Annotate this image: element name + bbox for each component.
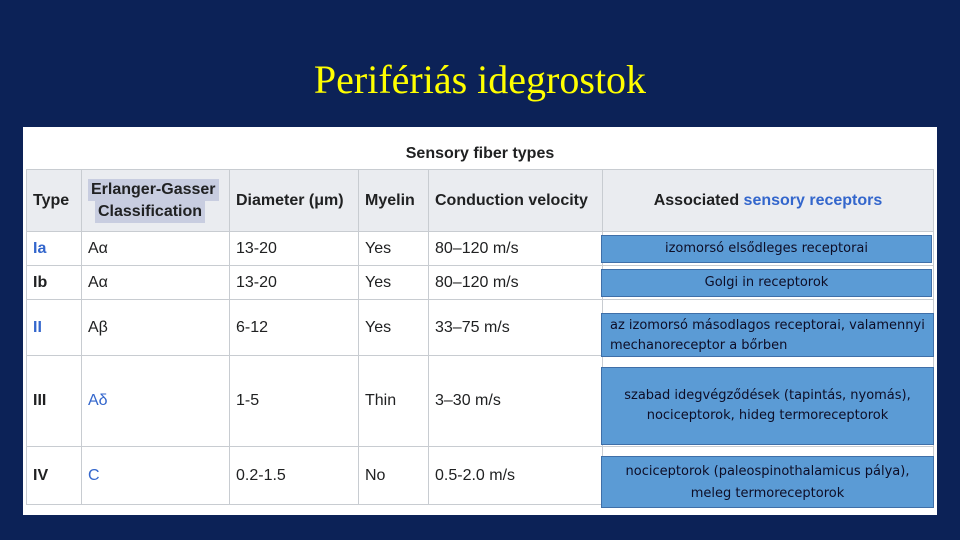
header-type: Type [27, 170, 82, 232]
header-velocity: Conduction velocity [429, 170, 603, 232]
receptor-box-ii: az izomorsó másodlagos receptorai, valamennyi mechanoreceptor a bőrben [601, 313, 934, 357]
eg-cell: Aβ [82, 300, 230, 356]
receptor-box-ia: izomorsó elsődleges receptorai [601, 235, 932, 263]
diameter-cell: 13-20 [230, 266, 359, 300]
myelin-cell: Yes [359, 232, 429, 266]
receptor-box-iii: szabad idegvégződések (tapintás, nyomás), nociceptorok, hideg termoreceptorok [601, 367, 934, 445]
velocity-cell: 80–120 m/s [429, 232, 603, 266]
eg-a-delta-link[interactable]: Aδ [82, 356, 230, 447]
header-diameter: Diameter (μm) [230, 170, 359, 232]
eg-cell: Aα [82, 266, 230, 300]
myelin-cell: Yes [359, 300, 429, 356]
diameter-cell: 0.2-1.5 [230, 447, 359, 505]
eg-c-link[interactable]: C [82, 447, 230, 505]
diameter-cell: 6-12 [230, 300, 359, 356]
header-eg-line2: Classification [95, 201, 205, 223]
myelin-cell: Yes [359, 266, 429, 300]
header-receptors-prefix: Associated [653, 191, 740, 209]
velocity-cell: 0.5-2.0 m/s [429, 447, 603, 505]
type-cell: Ib [27, 266, 82, 300]
sensory-receptors-link[interactable]: sensory receptors [743, 191, 883, 209]
myelin-cell: Thin [359, 356, 429, 447]
table-caption: Sensory fiber types [405, 145, 555, 162]
header-erlanger-gasser [82, 170, 230, 232]
header-receptors [603, 170, 934, 232]
type-ii-link[interactable]: II [27, 300, 82, 356]
diameter-cell: 1-5 [230, 356, 359, 447]
velocity-cell: 80–120 m/s [429, 266, 603, 300]
type-cell: III [27, 356, 82, 447]
slide-title: Perifériás idegrostok [313, 57, 647, 102]
velocity-cell: 33–75 m/s [429, 300, 603, 356]
velocity-cell: 3–30 m/s [429, 356, 603, 447]
header-eg-line1: Erlanger-Gasser [88, 179, 219, 201]
diameter-cell: 13-20 [230, 232, 359, 266]
eg-cell: Aα [82, 232, 230, 266]
receptor-box-ib: Golgi in receptorok [601, 269, 932, 297]
type-ia-link[interactable]: Ia [27, 232, 82, 266]
table-header-row [27, 170, 934, 232]
type-cell: IV [27, 447, 82, 505]
header-myelin: Myelin [359, 170, 429, 232]
receptor-box-iv: nociceptorok (paleospinothalamicus pálya), meleg termoreceptorok [601, 456, 934, 508]
myelin-cell: No [359, 447, 429, 505]
